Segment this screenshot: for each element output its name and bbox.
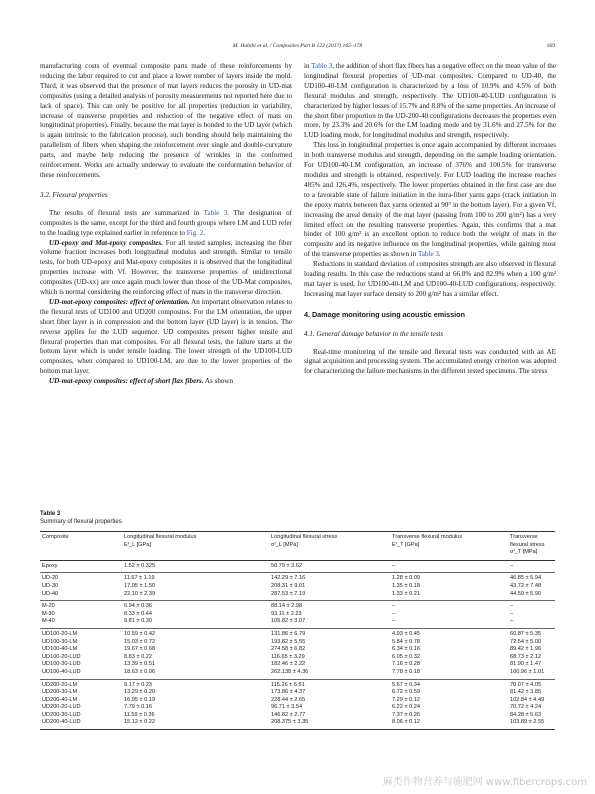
table-cell: – bbox=[510, 562, 514, 569]
table-label: Table 3 bbox=[40, 511, 61, 517]
table-cell: – bbox=[510, 610, 514, 617]
table-cell: UD100-30-LUD bbox=[42, 661, 81, 668]
paragraph: UD-mat-epoxy composites: effect of orientation. An important observation relates to the flexural tests of UD100 and UD200 composites. For the LM orientation, the upper short fiber layer is in compression and the bottom layer (UD layer) is in tension. The reverse applies for the LUD sequence. UD composites present higher tensile and flexural properties than mat composites. For all flexural tests, the failure starts at the bottom layer which is under tensile loading. The lower strength of the UD100-LUD composites, when compared to UD100-LM, are due to the lower properties of the bottom mat layer. bbox=[40, 297, 292, 376]
table-cell: – bbox=[392, 562, 396, 569]
table-cell: 22.10 ± 2.39 bbox=[124, 590, 156, 597]
table-cell: UD200-40-LUD bbox=[42, 719, 81, 726]
table-cell: UD100-20-LM bbox=[42, 630, 78, 637]
table-cell: 1.35 ± 0.18 bbox=[392, 582, 420, 589]
left-column bbox=[40, 62, 292, 387]
table-cell: 142.29 ± 7.16 bbox=[271, 575, 306, 582]
table-cell: 6.22 ± 0.24 bbox=[392, 704, 420, 711]
table-cell: 208.31 ± 9.01 bbox=[271, 582, 306, 589]
table-row bbox=[40, 628, 555, 638]
table-cell: 44.59 ± 5.90 bbox=[510, 590, 542, 597]
table-cell: 208.375 ± 3.35 bbox=[271, 719, 309, 726]
table-cell: 18.63 ± 0.06 bbox=[124, 668, 156, 675]
table-cell: 16.95 ± 0.19 bbox=[124, 696, 156, 703]
flexural-properties-table bbox=[40, 531, 555, 730]
figure-link[interactable]: Fig. 2 bbox=[186, 228, 204, 237]
table-caption-text: Summary of flexural properties. bbox=[40, 519, 124, 525]
table-cell: 193.82 ± 5.55 bbox=[271, 638, 306, 645]
table-cell: 1.28 ± 0.09 bbox=[392, 575, 420, 582]
table-cell: 5.84 ± 0.78 bbox=[392, 638, 420, 645]
table-cell: 9.17 ± 0.23 bbox=[124, 681, 152, 688]
subsection-heading: 4.1. General damage behavior in the tensile tests bbox=[304, 329, 444, 338]
table-cell: 70.07 ± 4.05 bbox=[510, 681, 542, 688]
table-cell: 262.138 ± 4.36 bbox=[271, 668, 309, 675]
table-cell: 173.86 ± 4.37 bbox=[271, 689, 306, 696]
table-cell: UD200-30-LUD bbox=[42, 711, 81, 718]
table-cell: 89.42 ± 1.96 bbox=[510, 646, 542, 653]
table-cell: 93.11 ± 2.23 bbox=[271, 610, 302, 617]
table-row bbox=[40, 712, 555, 720]
table-cell: 81.90 ± 1.47 bbox=[510, 661, 542, 668]
table-row bbox=[40, 611, 555, 619]
table-cell: 15.03 ± 0.72 bbox=[124, 638, 156, 645]
table-cell: 1.33 ± 0.21 bbox=[392, 590, 420, 597]
paragraph: Real-time monitoring of the tensile and flexural tests was conducted with an AE signal acquisition and processing system. The accumulated energy criterion was adopted for characterizing the failure mechanisms in the different tested specimens. The stress bbox=[304, 347, 556, 376]
table-caption bbox=[40, 510, 555, 526]
table-link[interactable]: Table 3 bbox=[417, 250, 439, 259]
paragraph: The results of flexural tests are summarized in Table 3. The designation of composites is the same, except for the third and fourth groups where LM and LUD refer to the loading type explained earlier in reference to Fig. 2. bbox=[40, 208, 292, 237]
table-cell: M-40 bbox=[42, 618, 55, 625]
table-cell: UD100-30-LM bbox=[42, 638, 78, 645]
column-header: Composite bbox=[42, 534, 69, 540]
table-cell: 6.94 ± 0.36 bbox=[124, 603, 152, 610]
table-cell: 6.72 ± 0.59 bbox=[392, 689, 420, 696]
table-cell: 7.79 ± 0.16 bbox=[124, 704, 152, 711]
table-row-group bbox=[40, 601, 555, 629]
table-row bbox=[40, 719, 555, 729]
table-row bbox=[40, 560, 555, 573]
table-link[interactable]: Table 3 bbox=[203, 208, 228, 217]
table-cell: 8.06 ± 0.12 bbox=[392, 719, 420, 726]
run-in-heading: UD-mat-epoxy composites: effect of orientation. bbox=[49, 297, 190, 306]
column-header: Longitudinal flexural modulus Eᶠ_L [GPa] bbox=[124, 534, 197, 548]
table-cell: UD200-20-LM bbox=[42, 681, 78, 688]
table-row-group bbox=[40, 573, 555, 601]
paragraph: UD-epoxy and Mat-epoxy composites. For all tested samples, increasing the fiber volume fraction increases both longitudinal modulus and strength. Similar to tensile tests, for both UD-epoxy and Mat-epoxy composites it is observed that the longitudinal properties increase with Vf. However, the transverse properties of unidirectional composites (UD-xx) are once again much lower than those of the UD-Mat composites, which is normal considering the reinforcing effect of mats in the transverse direction. bbox=[40, 238, 292, 297]
table-link[interactable]: Table 3 bbox=[311, 62, 333, 70]
table-cell: M-20 bbox=[42, 603, 55, 610]
table-row-group bbox=[40, 560, 555, 573]
table-cell: – bbox=[392, 618, 396, 625]
column-header: Longitudinal flexural stress σᶠ_L [MPa] bbox=[271, 534, 338, 548]
page-number: 169 bbox=[546, 43, 555, 49]
column-header: Transverse flexural stress σᶠ_T [MPa] bbox=[510, 534, 545, 556]
table-cell: 115.26 ± 6.51 bbox=[271, 681, 305, 688]
table-cell: – bbox=[392, 603, 396, 610]
table-cell: 15.12 ± 0.22 bbox=[124, 719, 156, 726]
running-title: M. Habibi et al. / Composites Part B 123 (2017) 165–178 bbox=[232, 43, 363, 49]
table-cell: 13.29 ± 0.20 bbox=[124, 689, 156, 696]
table-cell: 7.37 ± 0.26 bbox=[392, 711, 420, 718]
table-row bbox=[40, 689, 555, 697]
table-cell: 9.81 ± 0.30 bbox=[124, 618, 152, 625]
table-cell: UD200-40-LM bbox=[42, 696, 78, 703]
table-cell: 8.83 ± 0.22 bbox=[124, 653, 152, 660]
table-row bbox=[40, 646, 555, 654]
table-cell: 70.72 ± 4.24 bbox=[510, 704, 542, 711]
page-header bbox=[40, 43, 555, 53]
table-cell: 13.39 ± 0.51 bbox=[124, 661, 156, 668]
table-row bbox=[40, 639, 555, 647]
table-cell: – bbox=[510, 603, 514, 610]
table-cell: 1.52 ± 0.325 bbox=[124, 562, 156, 569]
table-cell: 6.34 ± 0.16 bbox=[392, 646, 420, 653]
table-cell: – bbox=[510, 618, 514, 625]
table-cell: M-30 bbox=[42, 610, 55, 617]
table-cell: Epoxy bbox=[42, 562, 58, 569]
section-heading: 4. Damage monitoring using acoustic emission bbox=[304, 309, 465, 319]
paragraph: Reductions in standard deviation of composites strength are also observed in flexural loading results. In this case the reductions stand at 66.8% and 82.9% when a 100 g/m² mat layer is used, for UD100-40-LM and UD100-40-LUD configurations, respectively. Increasing mat layer surface density to 200 g/m² has a similar effect. bbox=[304, 260, 556, 298]
table-cell: UD100-20-LUD bbox=[42, 653, 81, 660]
table-cell: 7.29 ± 0.12 bbox=[392, 696, 420, 703]
table-cell: 84.28 ± 5.63 bbox=[510, 711, 542, 718]
table-row bbox=[40, 654, 555, 662]
table-cell: 103.89 ± 2.55 bbox=[510, 719, 545, 726]
table-cell: 68.73 ± 2.12 bbox=[510, 653, 542, 660]
table-cell: 11.67 ± 1.19 bbox=[124, 575, 155, 582]
table-cell: 100.96 ± 1.01 bbox=[510, 668, 545, 675]
paragraph: in Table 3, the addition of short flax fibers has a negative effect on the mean value of the longitudinal flexural properties of UD-mat composites. Compared to UD-40, the UD100-40-LM configuration is characterized by a loss of 10.9% and 4.5% of both flexural modulus and strength, respectively. The UD100-40-LUD configuration is characterized by higher losses of 15.7% and 8.8% of the same properties. An increase of the short fiber proportion in the UD-200-40 configurations decreases the properties even more, by 23.3% and 20.6% for the LM loading mode and by 31.6% and 27.5% for the LUD loading mode, for longitudinal modulus and strength, respectively. bbox=[304, 62, 557, 140]
watermark-text: 麻类作物营养与施肥网 www.fibercrops.com bbox=[382, 777, 587, 788]
table-row bbox=[40, 669, 555, 679]
table-cell: 96.71 ± 3.54 bbox=[271, 704, 303, 711]
table-cell: UD-40 bbox=[42, 590, 59, 597]
table-cell: 7.78 ± 0.18 bbox=[392, 668, 420, 675]
table-cell: 5.67 ± 0.34 bbox=[392, 681, 420, 688]
table-cell: UD-20 bbox=[42, 575, 59, 582]
section-heading: 3.2. Flexural properties bbox=[40, 190, 108, 199]
table-cell: 131.86 ± 6.79 bbox=[271, 630, 306, 637]
table-row bbox=[40, 583, 555, 591]
table-cell: 7.16 ± 0.28 bbox=[392, 661, 420, 668]
table-row-group bbox=[40, 679, 555, 730]
table-cell: 46.85 ± 5.94 bbox=[510, 575, 542, 582]
table-cell: 102.84 ± 4.49 bbox=[510, 696, 545, 703]
table-cell: 17.05 ± 1.50 bbox=[124, 582, 156, 589]
table-cell: UD100-40-LM bbox=[42, 646, 78, 653]
table-header-row bbox=[40, 532, 555, 561]
table-cell: 182.46 ± 2.22 bbox=[271, 661, 306, 668]
table-cell: 228.44 ± 2.65 bbox=[271, 696, 306, 703]
column-header: Transverse flexural modulus Eᶠ_T [GPa] bbox=[392, 534, 463, 548]
table-cell: UD100-40-LUD bbox=[42, 668, 81, 675]
run-in-heading: UD-mat-epoxy composites: effect of short flax fibers. bbox=[49, 377, 204, 386]
table-cell: 287.53 ± 7.19 bbox=[271, 590, 306, 597]
table-row-group bbox=[40, 628, 555, 679]
table-cell: 19.67 ± 0.68 bbox=[124, 646, 156, 653]
table-cell: UD-30 bbox=[42, 582, 59, 589]
table-cell: 4.93 ± 0.45 bbox=[392, 630, 420, 637]
table-cell: 88.14 ± 2.98 bbox=[271, 603, 303, 610]
paragraph: manufacturing costs of eventual composite parts made of these reinforcements by reducing the labor required to cut and place a lower number of layers inside the mold. Third, it was observed that the presence of mat layers reduces the porosity in UD-mat composites (using a detailed analysis of porosity measurements not reported here due to lack of space). This can only be positive for all properties (reduction in variability, increase of transverse properties and reduction of the negative effect of mats on longitudinal properties). Finally, because the mat layer is bonded to the UD layer (which is again intrinsic to the fabrication process), such bonding should help maintaining the parallelism of fibers when shaping the reinforcement over single and double-curvature parts, and maybe help reducing the presence of wrinkles in the conformed reinforcement. Works are actually underway to evaluate the conformation behavior of these reinforcements. bbox=[40, 62, 292, 179]
table-row bbox=[40, 591, 555, 601]
table-cell: 60.87 ± 5.35 bbox=[510, 630, 542, 637]
table-row bbox=[40, 704, 555, 712]
table-cell: – bbox=[392, 610, 396, 617]
right-column bbox=[304, 62, 556, 377]
table-cell: 8.33 ± 0.44 bbox=[124, 610, 152, 617]
table-row bbox=[40, 661, 555, 669]
table-cell: 81.42 ± 3.85 bbox=[510, 689, 542, 696]
table-cell: 146.82 ± 2.77 bbox=[271, 711, 306, 718]
table-cell: 6.05 ± 0.32 bbox=[392, 653, 420, 660]
table-cell: 11.59 ± 0.36 bbox=[124, 711, 155, 718]
table-cell: 274.58 ± 6.82 bbox=[271, 646, 306, 653]
paragraph: This loss in longitudinal properties is once again accompanied by different increases in both transverse modulus and strength, depending on the sample loading orientation. For UD100-40-LM configuration, an increase of 376% and 100.5% for transverse modulus and strength is obtained, respectively. For LUD loading the increase reaches 485% and 126.4%, respectively. The lower properties obtained in the first case are due to a favorable state of failure initiation in the intra-fiber yarns gaps (crack initiation in the epoxy matrix between flax yarns oriented at 90° in the bottom layer). For a given Vf, increasing the areal density of the mat layer (passing from 100 to 200 g/m²) has a very limited effect on the resulting transverse properties. Again, this confirms that a mat binder of 100 g/m² is an excellent option to reduce both the weight of mats in the composite and its negative influence on the longitudinal properties, while gaining most of the transverse properties as shown in Table 3. bbox=[304, 141, 556, 259]
table-cell: UD200-20-LUD bbox=[42, 704, 81, 711]
table-row bbox=[40, 573, 555, 583]
table-cell: 72.54 ± 5.00 bbox=[510, 638, 542, 645]
paragraph: UD-mat-epoxy composites: effect of short flax fibers. As shown bbox=[49, 377, 234, 386]
table-row bbox=[40, 697, 555, 705]
table-cell: 105.82 ± 3.07 bbox=[271, 618, 306, 625]
run-in-heading: UD-epoxy and Mat-epoxy composites. bbox=[49, 238, 163, 247]
table-row bbox=[40, 601, 555, 611]
table-row bbox=[40, 618, 555, 628]
table-cell: 116.65 ± 3.29 bbox=[271, 653, 305, 660]
table-row bbox=[40, 679, 555, 689]
table-cell: 43.72 ± 7.48 bbox=[510, 582, 542, 589]
table-cell: UD200-30-LM bbox=[42, 689, 78, 696]
table-cell: 10.59 ± 0.42 bbox=[124, 630, 156, 637]
table-cell: 50.79 ± 3.62 bbox=[271, 562, 303, 569]
